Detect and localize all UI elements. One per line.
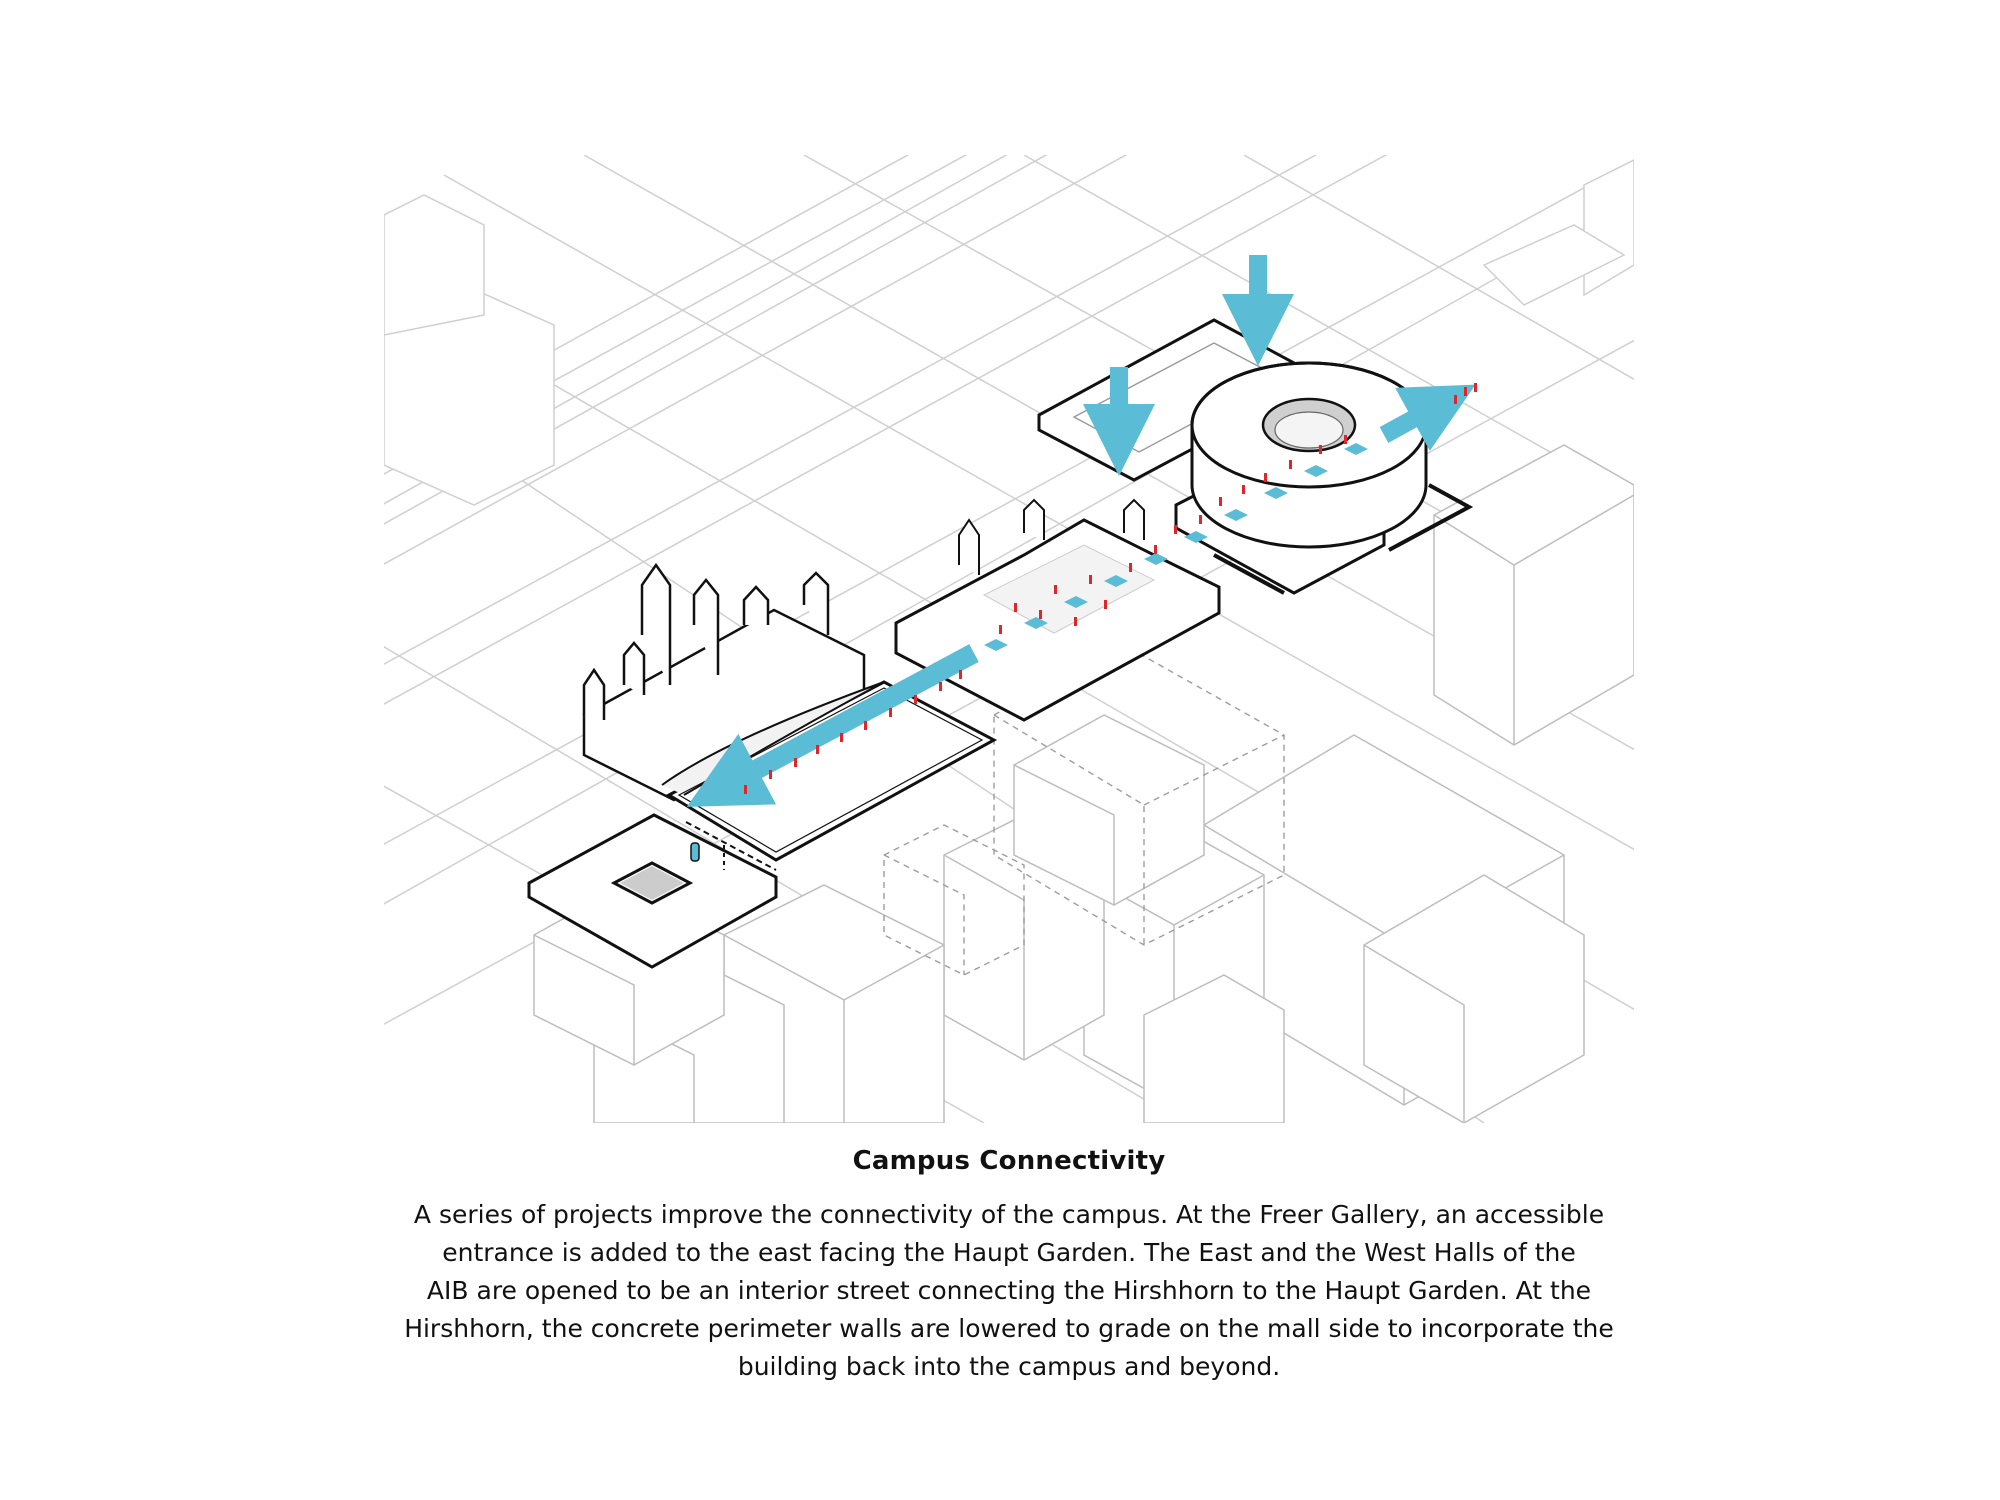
caption-line: A series of projects improve the connectivity of the campus. At the Freer Gallery, an accessible	[413, 1200, 1605, 1229]
caption-body	[350, 1196, 1668, 1386]
caption-line: entrance is added to the east facing the Haupt Garden. The East and the West Halls of the	[442, 1238, 1576, 1267]
hirshhorn-museum	[1176, 363, 1469, 593]
caption-title: Campus Connectivity	[852, 1146, 1166, 1176]
accessible-entrance-icon	[691, 843, 699, 861]
context-blocks	[384, 160, 1634, 505]
caption-line: building back into the campus and beyond.	[737, 1352, 1281, 1381]
caption-line: AIB are opened to be an interior street connecting the Hirshhorn to the Haupt Garden. At the	[426, 1276, 1592, 1305]
arts-and-industries-building	[896, 500, 1219, 720]
caption	[350, 1146, 1668, 1386]
campus-axonometric-diagram	[384, 155, 1634, 1123]
caption-line: Hirshhorn, the concrete perimeter walls are lowered to grade on the mall side to incorporate the	[404, 1314, 1614, 1343]
